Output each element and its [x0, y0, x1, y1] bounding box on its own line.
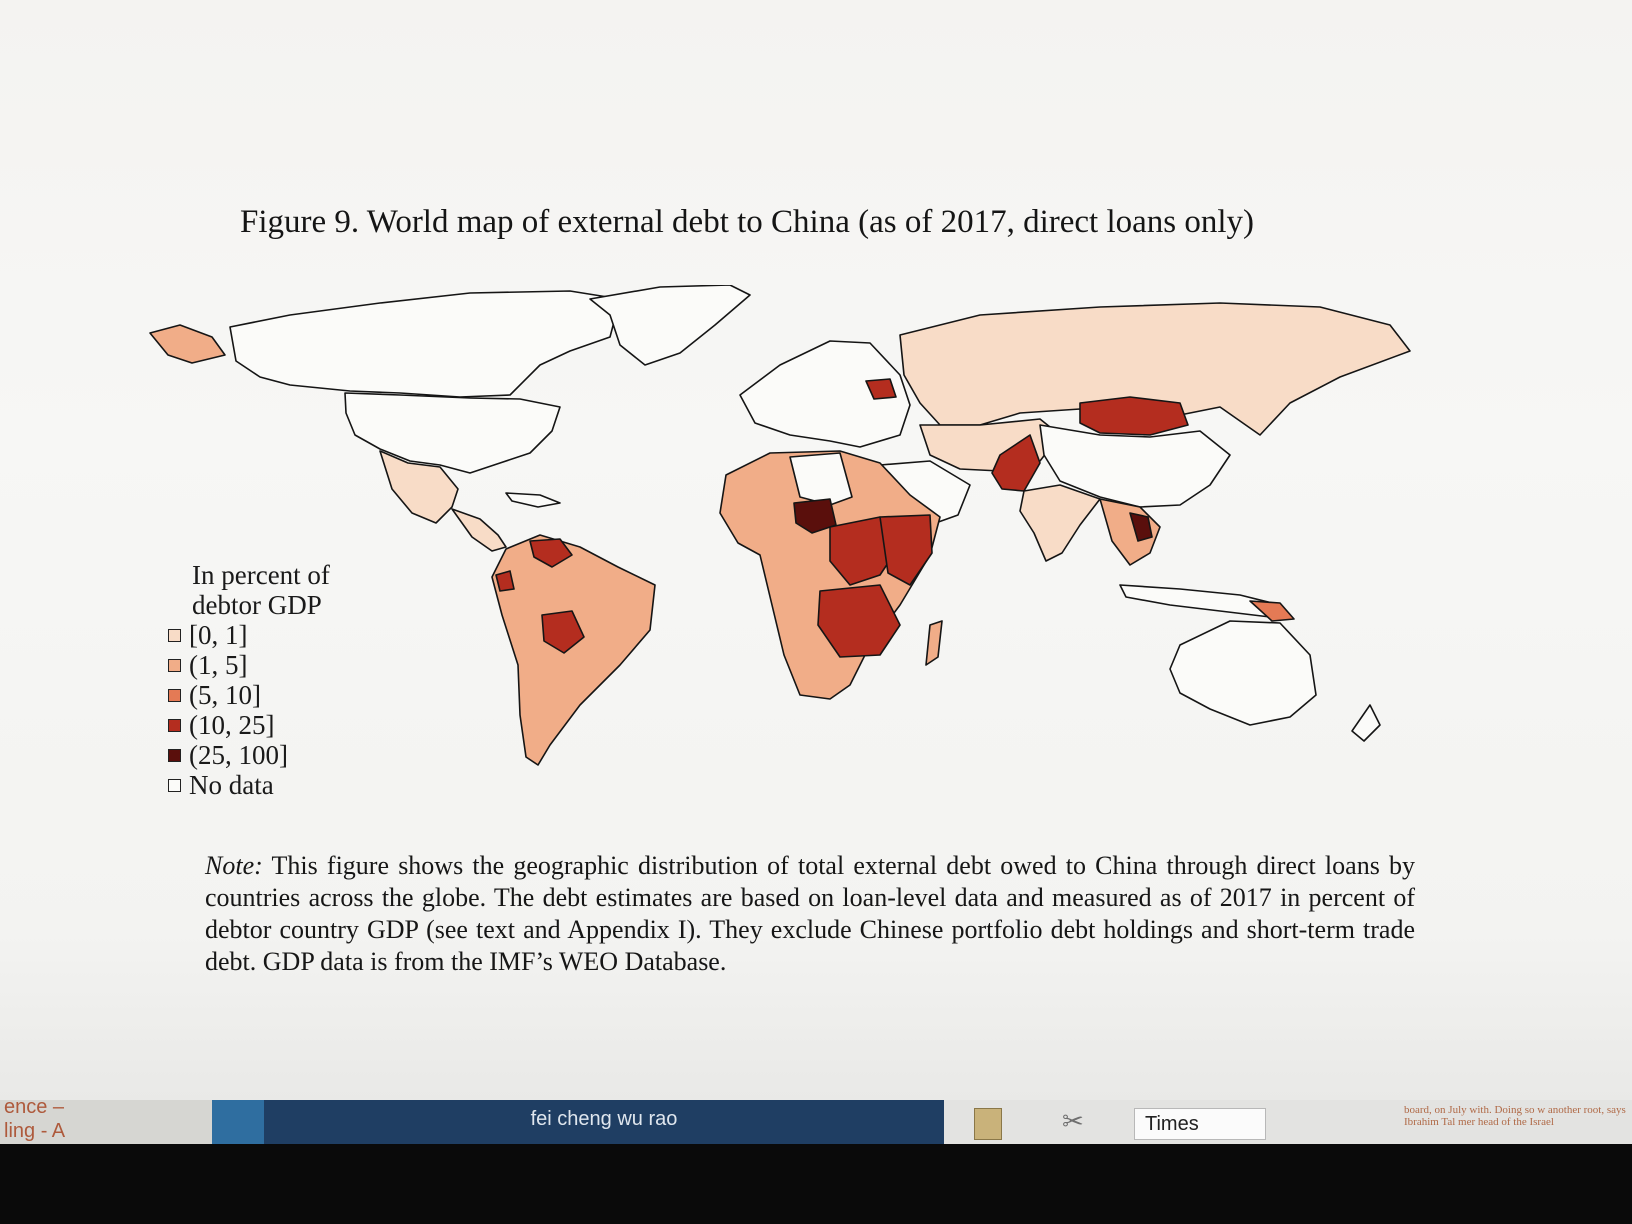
font-name-value: Times [1145, 1113, 1199, 1135]
region-madagascar [926, 621, 942, 665]
paste-icon[interactable] [974, 1108, 1002, 1140]
legend-swatch [168, 629, 181, 642]
document-window-title: fei cheng wu rao [530, 1108, 678, 1130]
figure-title: Figure 9. World map of external debt to China (as of 2017, direct loans only) [240, 204, 1255, 240]
note-text: This figure shows the geographic distribution of total external debt owed to China through direct loans by countries across the globe. The debt estimates are based on loan-level data and measured as of 2017 in percent of debtor country GDP (see text and Appendix I). They exclude Chinese portfolio debt holdings and short-term trade debt. GDP data is from the IMF’s WEO Database. [205, 851, 1416, 976]
cut-icon[interactable]: ✂ [1062, 1106, 1084, 1136]
region-south-america [492, 535, 655, 765]
legend-label: (1, 5] [189, 649, 248, 680]
legend-swatch [168, 749, 181, 762]
legend-item [168, 620, 378, 650]
legend-label: (5, 10] [189, 679, 261, 710]
word-ribbon [944, 1100, 1632, 1144]
font-name-box[interactable] [1134, 1108, 1266, 1140]
map-legend [168, 560, 378, 800]
monitor-bezel [0, 1144, 1632, 1224]
legend-label: [0, 1] [189, 619, 248, 650]
legend-label: No data [189, 769, 274, 800]
taskbar [0, 1096, 1632, 1144]
note-label: Note: [205, 851, 263, 880]
preview-snippet: board, on July with. Doing so w another root, says Ibrahim Tal mer head of the Israel [1404, 1104, 1626, 1128]
legend-title: In percent of debtor GDP [192, 560, 330, 620]
region-alaska [150, 325, 225, 363]
region-caribbean [506, 493, 560, 507]
legend-item [168, 710, 378, 740]
legend-item [168, 680, 378, 710]
region-mongolia [1080, 397, 1188, 435]
region-north-africa [790, 453, 852, 505]
region-australia [1170, 621, 1316, 725]
document-window-tab[interactable] [264, 1100, 944, 1144]
region-canada [230, 291, 620, 397]
legend-label: (10, 25] [189, 709, 275, 740]
region-central-america [452, 509, 506, 551]
region-india [1020, 485, 1100, 561]
taskbar-left-text-2: ling - A [4, 1120, 66, 1142]
legend-item [168, 650, 378, 680]
region-greenland [590, 285, 750, 365]
legend-item [168, 770, 378, 800]
region-usa [345, 393, 560, 473]
legend-swatch [168, 659, 181, 672]
legend-label: (25, 100] [189, 739, 288, 770]
figure-note [205, 850, 1415, 978]
region-ecuador [496, 571, 514, 591]
legend-item [168, 740, 378, 770]
legend-swatch [168, 689, 181, 702]
legend-swatch [168, 719, 181, 732]
app-tile-icon[interactable] [212, 1100, 264, 1144]
region-new-zealand [1352, 705, 1380, 741]
taskbar-left-window[interactable] [0, 1096, 212, 1144]
legend-swatch [168, 779, 181, 792]
taskbar-left-text-1: ence – [4, 1096, 65, 1118]
